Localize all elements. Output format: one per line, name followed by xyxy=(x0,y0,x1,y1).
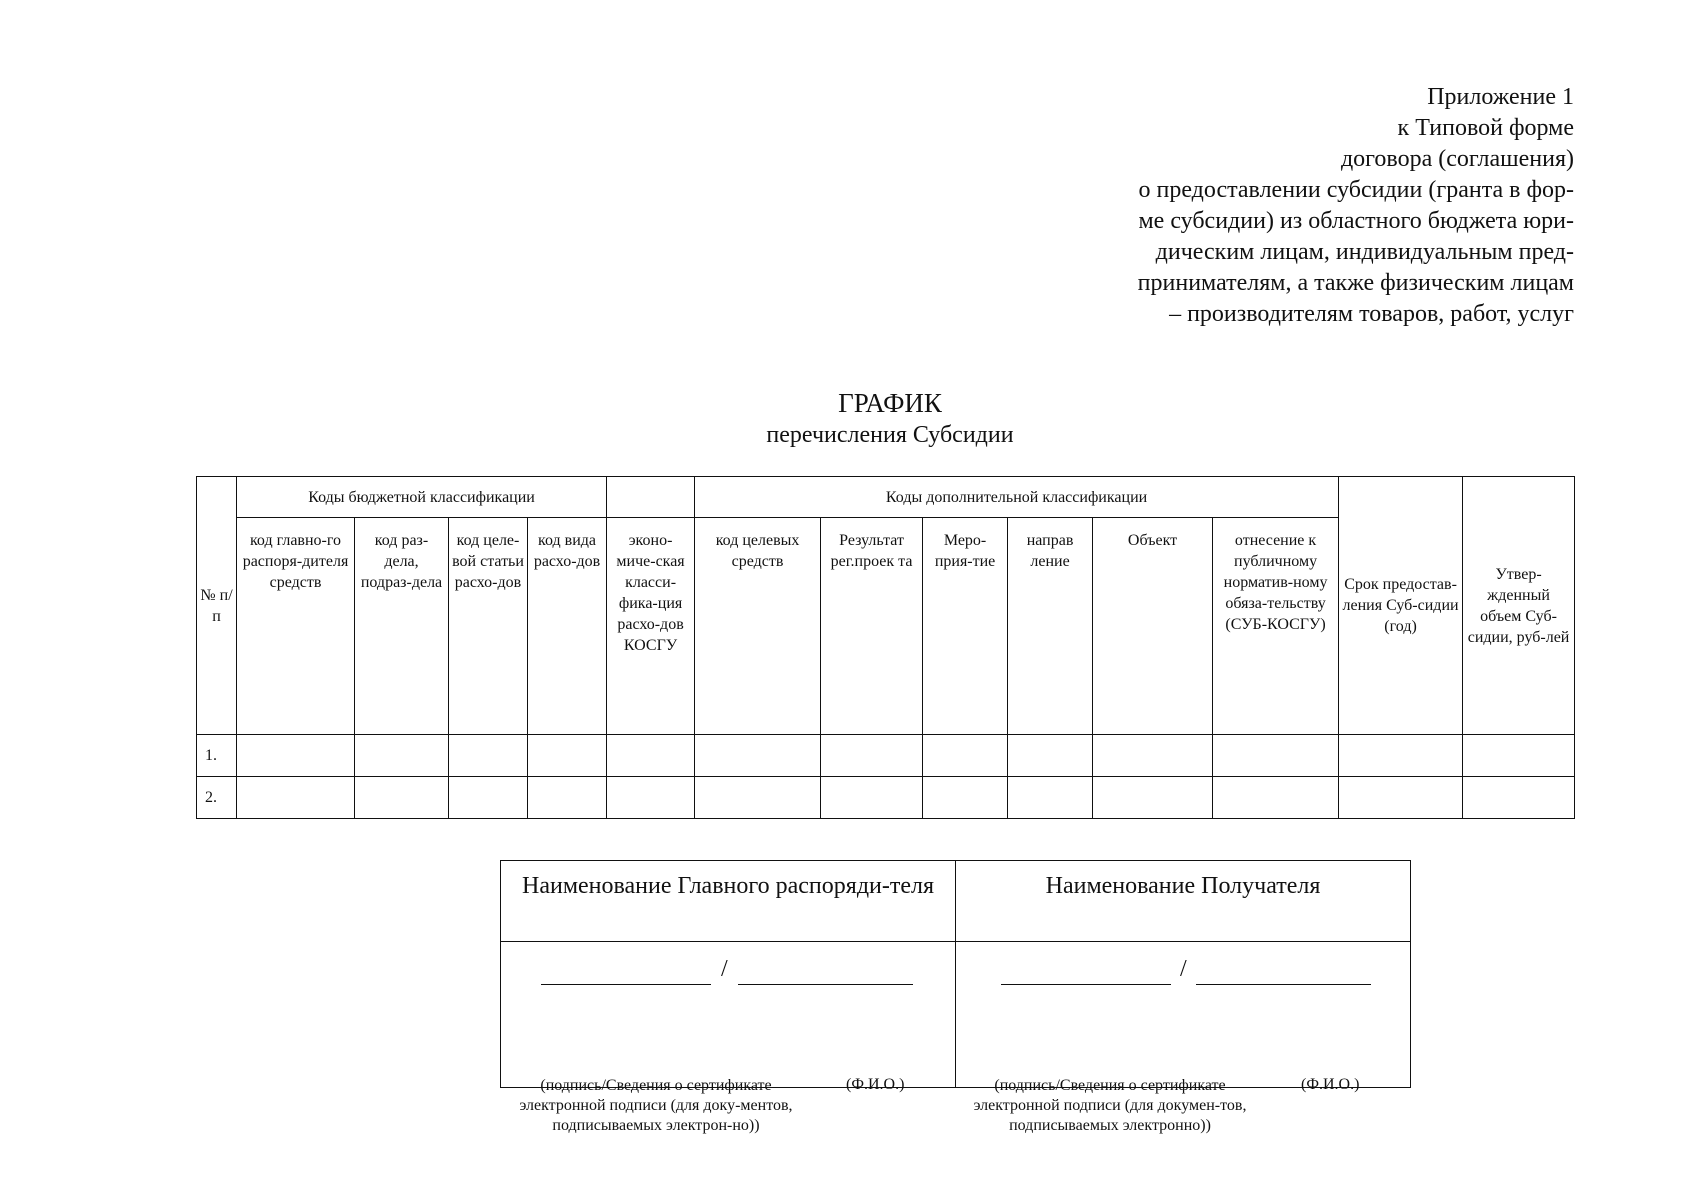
appendix-line: о предоставлении субсидии (гранта в фор- xyxy=(1138,177,1574,203)
appendix-line: – производителям товаров, работ, услуг xyxy=(1169,301,1574,327)
col-header: Меро-прия-тие xyxy=(923,518,1008,735)
col-header: Результат рег.проек та xyxy=(821,518,923,735)
table-cell xyxy=(821,777,923,819)
row-number: 1. xyxy=(197,735,237,777)
table-cell xyxy=(528,777,607,819)
empty-group-cell xyxy=(607,477,695,518)
table-cell xyxy=(1093,777,1213,819)
col-header: код целевых средств xyxy=(695,518,821,735)
budget-classification-header: Коды бюджетной классификации xyxy=(237,477,607,518)
title-main: ГРАФИК xyxy=(838,388,942,418)
table-cell xyxy=(1008,735,1093,777)
table-cell xyxy=(449,735,528,777)
principal-signature-block xyxy=(501,942,956,1134)
signature-hint: (подпись/Сведения о сертификате электронной подписи (для доку-ментов, подписываемых электрон-но)) xyxy=(519,1077,793,1134)
table-cell xyxy=(1213,735,1339,777)
principal-name-header: Наименование Главного распоряди-теля xyxy=(501,861,956,942)
table-cell xyxy=(1093,735,1213,777)
table-cell xyxy=(1213,777,1339,819)
col-header: эконо-миче-ская класси-фика-ция расхо-дов КОСГУ xyxy=(607,518,695,735)
col-number-header: № п/п xyxy=(197,477,237,735)
appendix-line: Приложение 1 xyxy=(1427,84,1574,110)
title-sub: перечисления Субсидии xyxy=(766,422,1014,448)
col-header: направ ление xyxy=(1008,518,1093,735)
col-amount-header: Утвер-жденный объем Суб-сидии, руб-лей xyxy=(1463,477,1575,735)
table-cell xyxy=(821,735,923,777)
col-header: код раз-дела, подраз-дела xyxy=(355,518,449,735)
appendix-line: договора (соглашения) xyxy=(1340,146,1574,172)
table-row xyxy=(197,777,1575,819)
recipient-signature-block xyxy=(956,942,1411,1134)
table-cell xyxy=(355,735,449,777)
table-cell xyxy=(1339,735,1463,777)
additional-classification-header: Коды дополнительной классификации xyxy=(695,477,1339,518)
table-cell xyxy=(923,777,1008,819)
table-cell xyxy=(355,777,449,819)
col-header: Объект xyxy=(1093,518,1213,735)
table-cell xyxy=(237,777,355,819)
fio-label: (Ф.И.О.) xyxy=(1301,1076,1360,1093)
appendix-line: дическим лицам, индивидуальным пред- xyxy=(1155,239,1574,265)
table-cell xyxy=(528,735,607,777)
table-cell xyxy=(923,735,1008,777)
fio-line xyxy=(1196,984,1371,985)
table-cell xyxy=(1463,777,1575,819)
col-term-header: Срок предостав-ления Суб-сидии (год) xyxy=(1339,477,1463,735)
slash: / xyxy=(1180,956,1187,982)
slash: / xyxy=(721,956,728,982)
schedule-table xyxy=(196,476,1575,819)
table-cell xyxy=(695,735,821,777)
table-cell xyxy=(237,735,355,777)
signature-table xyxy=(500,860,1411,1134)
appendix-line: к Типовой форме xyxy=(1397,115,1574,141)
fio-line xyxy=(738,984,913,985)
appendix-line: ме субсидии) из областного бюджета юри- xyxy=(1138,208,1574,234)
table-cell xyxy=(607,735,695,777)
fio-label: (Ф.И.О.) xyxy=(846,1076,905,1093)
col-header: код вида расхо-дов xyxy=(528,518,607,735)
signature-line xyxy=(541,984,711,985)
appendix-header xyxy=(1054,82,1574,330)
col-header: код главно-го распоря-дителя средств xyxy=(237,518,355,735)
col-header: отнесение к публичному норматив-ному обяза-тельству (СУБ-КОСГУ) xyxy=(1213,518,1339,735)
table-row xyxy=(197,735,1575,777)
signature-line xyxy=(1001,984,1171,985)
recipient-name-header: Наименование Получателя xyxy=(956,861,1411,942)
table-cell xyxy=(695,777,821,819)
table-cell xyxy=(449,777,528,819)
table-cell xyxy=(1008,777,1093,819)
table-cell xyxy=(607,777,695,819)
table-cell xyxy=(1339,777,1463,819)
appendix-line: принимателям, а также физическим лицам xyxy=(1137,270,1574,296)
row-number: 2. xyxy=(197,777,237,819)
signature-hint: (подпись/Сведения о сертификате электронной подписи (для докумен-тов, подписываемых электронно)) xyxy=(973,1077,1247,1134)
col-header: код целе-вой статьи расхо-дов xyxy=(449,518,528,735)
table-cell xyxy=(1463,735,1575,777)
